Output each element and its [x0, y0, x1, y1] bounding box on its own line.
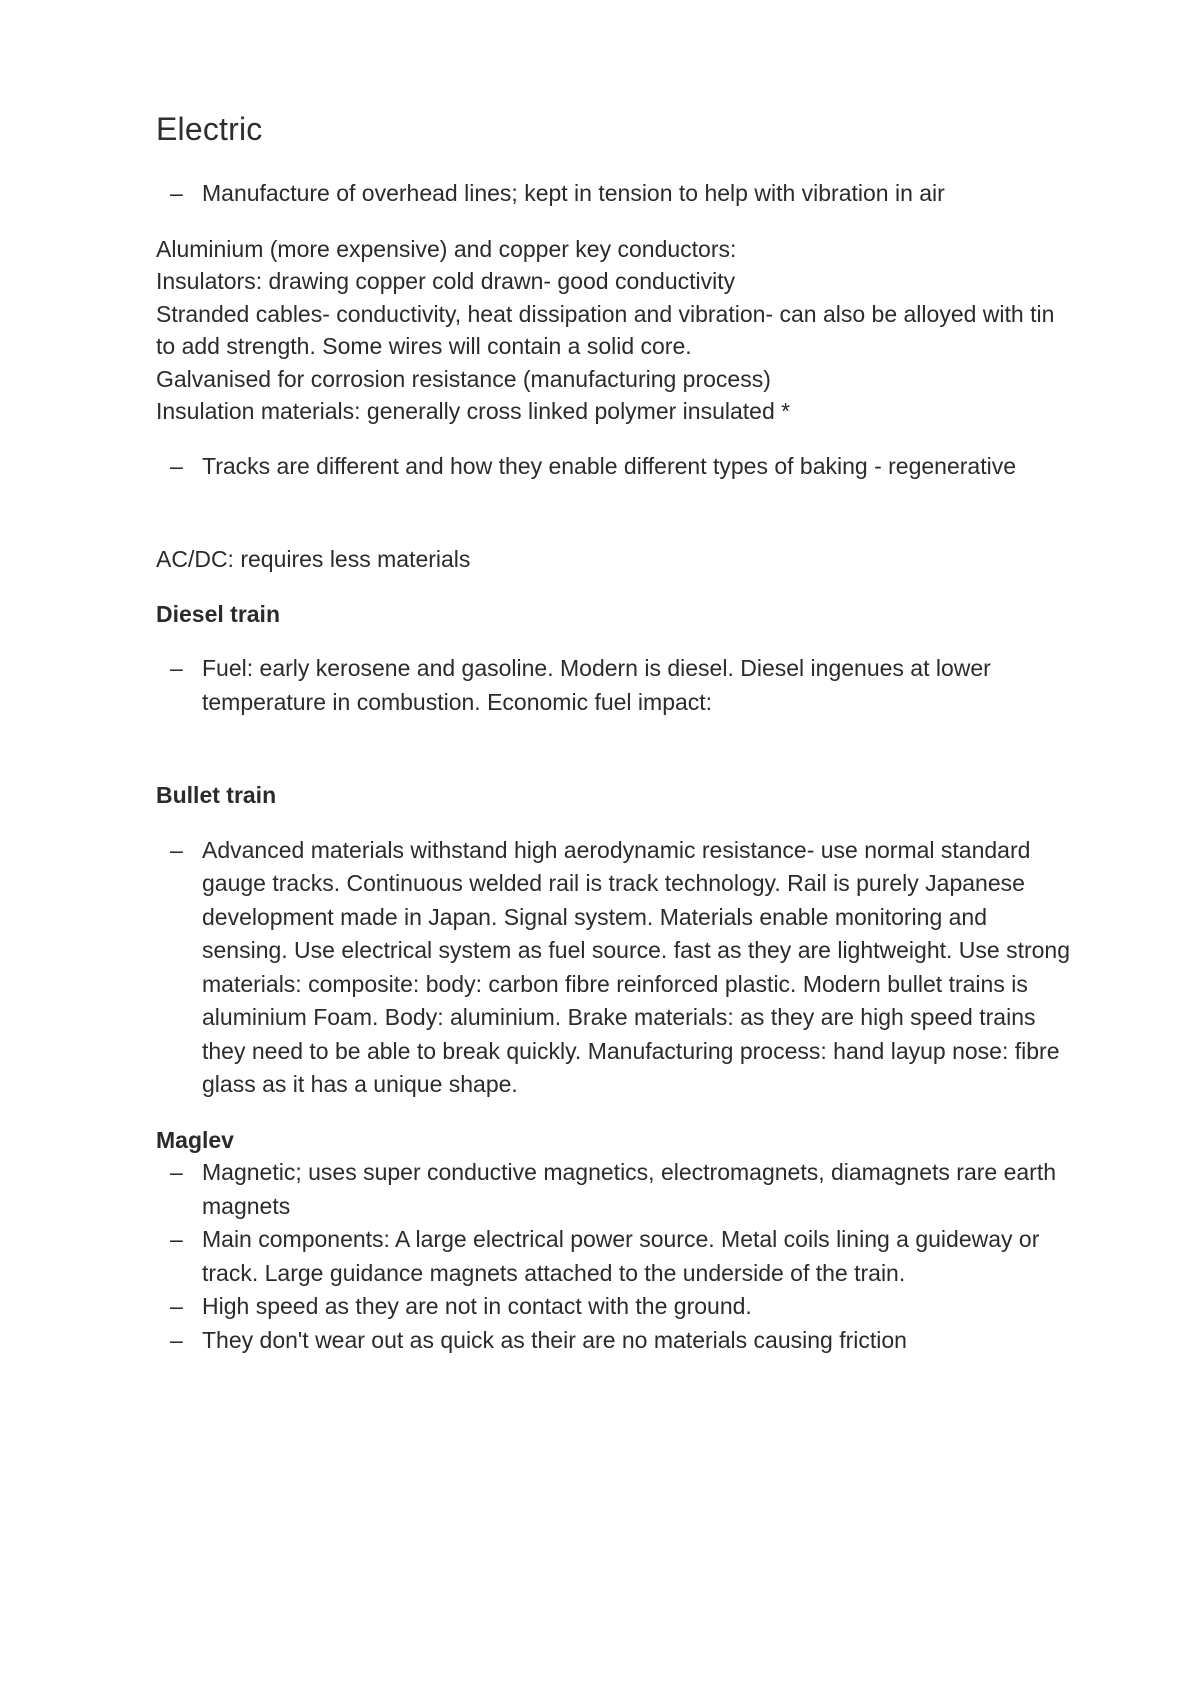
- paragraph-line: Stranded cables- conductivity, heat dissipation and vibration- can also be alloyed with tin to add strength. Some wires will contain a solid core.: [156, 300, 1055, 359]
- paragraph-line: Insulation materials: generally cross linked polymer insulated *: [156, 398, 791, 424]
- section-heading-maglev: Maglev: [156, 1126, 234, 1153]
- maglev-bullet-list: [156, 1156, 1076, 1357]
- electric-bullet-list-1: [156, 177, 1076, 211]
- list-item: – Tracks are different and how they enable different types of baking - regenerative: [156, 450, 1076, 484]
- list-item: – Advanced materials withstand high aerodynamic resistance- use normal standard gauge tracks. Continuous welded rail is track technology. Rail is purely Japanese development made in Japan. Signal system. Materials enable monitoring and sensing. Use electrical system as fuel source. fast as they are lightweight. Use strong materials: composite: body: carbon fibre reinforced plastic. Modern bullet trains is aluminium Foam. Body: aluminium. Brake materials: as they are high speed trains they need to be able to break quickly. Manufacturing process: hand layup nose: fibre glass as it has a unique shape.: [156, 834, 1076, 1102]
- list-item: – They don't wear out as quick as their are no materials causing friction: [156, 1324, 1076, 1358]
- section-heading-bullet-train: Bullet train: [156, 782, 277, 808]
- list-item: – Main components: A large electrical power source. Metal coils lining a guideway or track. Large guidance magnets attached to the underside of the train.: [156, 1223, 1076, 1290]
- paragraph-line: Galvanised for corrosion resistance (manufacturing process): [156, 365, 771, 392]
- diesel-bullet-list: [156, 652, 1076, 719]
- list-item: – Magnetic; uses super conductive magnetics, electromagnets, diamagnets rare earth magnets: [156, 1156, 1076, 1223]
- document-body: [156, 105, 1076, 1357]
- electric-bullet-list-2: [156, 450, 1076, 484]
- paragraph-line: Aluminium (more expensive) and copper key conductors:: [156, 235, 737, 262]
- page-title: Electric: [156, 111, 263, 147]
- section-heading-diesel: Diesel train: [156, 600, 280, 627]
- list-item: – High speed as they are not in contact with the ground.: [156, 1290, 1076, 1324]
- paragraph-line: Insulators: drawing copper cold drawn- good conductivity: [156, 268, 736, 294]
- acdc-line: AC/DC: requires less materials: [156, 546, 471, 572]
- bullet-train-bullet-list: [156, 834, 1076, 1102]
- list-item: – Fuel: early kerosene and gasoline. Modern is diesel. Diesel ingenues at lower temperature in combustion. Economic fuel impact:: [156, 652, 1076, 719]
- list-item: – Manufacture of overhead lines; kept in tension to help with vibration in air: [156, 177, 1076, 211]
